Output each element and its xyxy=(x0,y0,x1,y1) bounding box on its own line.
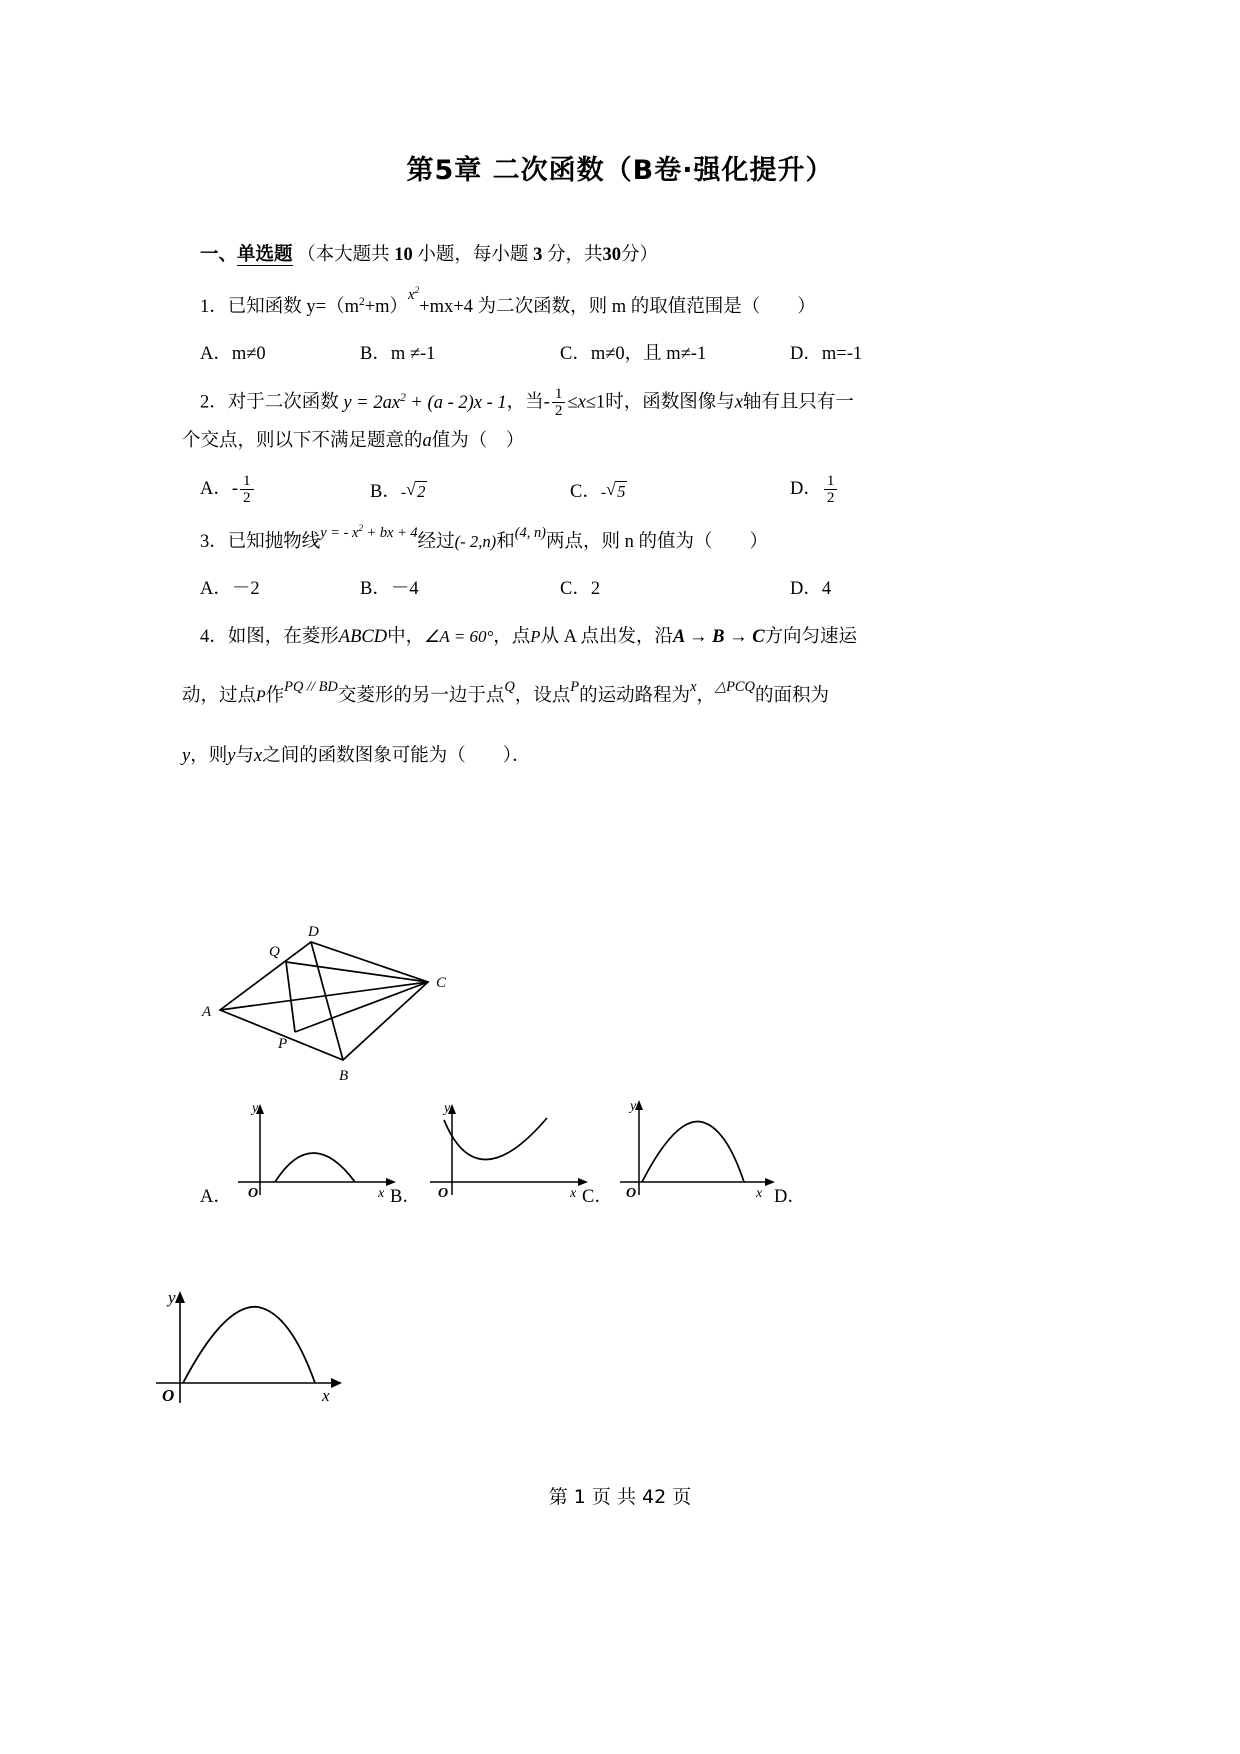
q3-option-d-label: D． xyxy=(790,579,822,599)
graph-d-y-axis: y xyxy=(168,1288,176,1307)
q4-l1b: 中， xyxy=(387,627,425,647)
q4-point-p: P xyxy=(530,627,541,646)
q2-text-2: ，当 xyxy=(506,393,544,414)
q4-l1c: ，点 xyxy=(493,627,531,647)
q2-number: 2． xyxy=(200,393,228,414)
q3-option-d-text: 4 xyxy=(821,579,832,599)
page-footer: 第 1 页 共 42 页 xyxy=(548,1486,692,1508)
section-description: （本大题共 10 小题，每小题 3 分，共30分） xyxy=(292,245,658,265)
q3-option-a-text: －2 xyxy=(231,579,260,599)
q1-text-after: +mx+4 为二次函数，则 m 的取值范围是（ ） xyxy=(419,297,816,317)
q4-l3-x: x xyxy=(253,745,263,766)
graph-c-x-axis: x xyxy=(756,1186,763,1201)
q4-l2a: 动，过点 xyxy=(182,686,257,707)
q2-option-d[interactable] xyxy=(790,471,839,507)
q1-option-c-text: m≠0，且 m≠-1 xyxy=(590,344,707,365)
q4-l1d: 从 A 点出发，沿 xyxy=(540,627,674,647)
question-1-options xyxy=(200,339,1050,365)
q4-pq-bd: PQ // BD xyxy=(284,679,338,696)
q4-l2d: ，设点 xyxy=(514,686,571,707)
q3-option-c-label: C． xyxy=(560,579,591,599)
q3-option-c[interactable] xyxy=(560,574,790,600)
q1-text-mid: +m） xyxy=(364,297,409,317)
graph-options-row xyxy=(200,1100,1000,1215)
q4-l2-point-p2: P xyxy=(570,679,580,696)
q4-l3a: ，则 xyxy=(190,745,228,766)
question-4-stem-line3 xyxy=(182,741,1050,772)
q3-number: 3． xyxy=(200,531,228,552)
q4-l1a: 如图，在菱形 xyxy=(227,627,339,647)
q2-range-num: 1 xyxy=(554,385,563,403)
q2-rel1: ≤ xyxy=(567,393,578,414)
graph-a-y-axis: y xyxy=(252,1101,259,1116)
q2-option-b-label: B． xyxy=(370,482,401,503)
q2-option-a-fraction xyxy=(240,473,254,506)
q4-l2e: 的运动路程为 xyxy=(579,686,691,707)
q4-point-q: Q xyxy=(504,679,515,696)
q1-option-d-label: D． xyxy=(790,344,822,365)
q4-l1e: 方向匀速运 xyxy=(764,627,858,647)
q1-option-c[interactable] xyxy=(560,339,790,365)
q3-formula: y = - $x^2$ + bx + 4 xyxy=(320,522,418,541)
q1-text-before: 已知函数 y=（m xyxy=(227,297,359,317)
q1-option-a-label: A． xyxy=(200,344,232,365)
q3-option-a-label: A． xyxy=(200,579,232,599)
q3-text-3: 和 xyxy=(496,531,515,552)
question-2-stem-line2 xyxy=(182,426,1050,457)
question-4-stem-line2 xyxy=(182,681,1050,712)
q1-option-d-text: m=-1 xyxy=(821,344,863,365)
question-2-options xyxy=(200,471,1050,507)
graph-c-y-axis: y xyxy=(630,1100,637,1114)
q2-text-1: 对于二次函数 xyxy=(227,393,339,414)
graph-option-d-label[interactable]: D． xyxy=(774,1187,806,1207)
q2-range-den: 2 xyxy=(552,402,566,419)
q2-option-a-label: A． xyxy=(200,479,232,500)
q4-l2-point-p: P xyxy=(256,688,266,706)
rhombus-diagram xyxy=(198,920,498,1085)
q3-option-a[interactable] xyxy=(200,574,360,600)
section-heading-label: 单选题 xyxy=(237,245,293,265)
graph-d-x-axis: x xyxy=(322,1386,330,1405)
label-B: B xyxy=(339,1068,349,1084)
q2-range-sign: - xyxy=(543,393,550,414)
graph-b-origin: O xyxy=(438,1186,449,1201)
page-title: 第5章 二次函数（B卷·强化提升） xyxy=(406,155,834,186)
graph-option-d-figure[interactable] xyxy=(150,1285,370,1405)
graph-option-b[interactable] xyxy=(422,1100,597,1205)
q2-option-b-sqrt xyxy=(406,481,427,502)
q3-option-b-label: B． xyxy=(360,579,391,599)
q1-option-b-label: B． xyxy=(360,344,391,365)
graph-d-origin: O xyxy=(162,1386,175,1405)
q1-sup: 2 xyxy=(358,295,365,308)
q1-option-c-label: C． xyxy=(560,344,591,365)
q2a-den: 2 xyxy=(240,489,254,506)
q2-option-b-sign: - xyxy=(400,484,407,502)
q2-range-fraction xyxy=(552,386,566,419)
q4-number: 4． xyxy=(200,627,228,647)
q4-angle: ∠A = 60° xyxy=(424,627,494,646)
q4-triangle-pcq: △PCQ xyxy=(715,679,755,696)
graph-option-a-label[interactable]: A． xyxy=(200,1187,232,1207)
q2-line2-b: 值为（ ） xyxy=(431,431,525,452)
q2-option-b[interactable] xyxy=(370,477,570,503)
q4-l2g: 的面积为 xyxy=(754,686,829,707)
q4-var-x: x xyxy=(690,679,697,696)
question-2-stem xyxy=(200,387,1050,420)
q2-option-c[interactable] xyxy=(570,477,790,503)
graph-option-c[interactable] xyxy=(614,1100,789,1205)
q3-point-1: (- 2,n) xyxy=(454,531,497,551)
q2-option-d-fraction xyxy=(824,473,838,506)
q3-text-1: 已知抛物线 xyxy=(227,531,321,552)
q2-option-a-sign: - xyxy=(231,479,239,500)
q4-abcd: ABCD xyxy=(338,627,388,647)
q2-option-c-sign: - xyxy=(600,484,607,502)
graph-b-x-axis: x xyxy=(570,1186,577,1201)
q3-text-4: 两点，则 n 的值为（ ） xyxy=(546,531,769,552)
graph-a-x-axis: x xyxy=(378,1186,385,1201)
question-3-stem xyxy=(200,522,1050,558)
q2-option-c-label: C． xyxy=(570,482,601,503)
q2-text-4: 轴有且只有一 xyxy=(742,393,854,414)
q4-l3c: 之间的函数图象可能为（ ）． xyxy=(262,745,531,766)
document-content xyxy=(182,240,1050,788)
q2-line2-var: a xyxy=(422,431,432,452)
q2-rel2: ≤1 xyxy=(585,393,606,414)
question-1-stem xyxy=(200,285,1050,323)
q4-l2b: 作 xyxy=(265,686,285,707)
q2-option-d-label: D． xyxy=(790,479,822,500)
graph-option-a[interactable] xyxy=(230,1100,405,1205)
q1-option-d[interactable] xyxy=(790,339,862,365)
q4-l3-y: y xyxy=(182,745,191,766)
q1-exponent: $x^2$ xyxy=(408,285,420,303)
q3-option-b[interactable] xyxy=(360,574,560,600)
q3-option-c-text: 2 xyxy=(590,579,601,599)
label-Q: Q xyxy=(269,944,280,960)
q4-l2c: 交菱形的另一边于点 xyxy=(337,686,505,707)
q1-number: 1． xyxy=(200,297,228,317)
label-P: P xyxy=(278,1036,288,1052)
section-heading xyxy=(200,240,1050,266)
q1-option-b-text: m ≠-1 xyxy=(390,344,436,365)
q1-option-a-text: m≠0 xyxy=(231,344,266,365)
q1-option-a[interactable] xyxy=(200,339,360,365)
q4-l3-y2: y xyxy=(227,745,236,766)
q2d-den: 2 xyxy=(824,489,838,506)
graph-option-b-label[interactable]: B． xyxy=(390,1187,421,1207)
q2-range-var: x xyxy=(577,393,586,414)
q2-line2-a: 个交点，则以下不满足题意的 xyxy=(182,431,423,452)
q2-text-3: 时，函数图像与 xyxy=(605,393,735,414)
q1-option-b[interactable] xyxy=(360,339,560,365)
q4-l3b: 与 xyxy=(235,745,254,766)
q2c-rad: 5 xyxy=(617,482,626,502)
q2-option-c-sqrt xyxy=(606,481,627,502)
graph-b-y-axis: y xyxy=(444,1101,451,1116)
q3-option-b-text: －4 xyxy=(390,579,419,599)
q2-formula: $y = 2ax^2 + (a - 2)x - 1$ xyxy=(343,391,507,414)
graph-option-c-label[interactable]: C． xyxy=(582,1187,613,1207)
label-A: A xyxy=(202,1004,212,1020)
q4-l2f: ， xyxy=(696,686,716,707)
question-4-stem-line1 xyxy=(200,622,1050,653)
q3-option-d[interactable] xyxy=(790,574,831,600)
q2a-num: 1 xyxy=(243,471,251,489)
q3-text-2: 经过 xyxy=(417,531,455,552)
graph-a-origin: O xyxy=(248,1186,259,1201)
graph-c-origin: O xyxy=(626,1186,637,1201)
label-D: D xyxy=(308,924,319,940)
label-C: C xyxy=(436,975,447,991)
section-index: 一、 xyxy=(200,245,238,265)
q2d-num: 1 xyxy=(826,471,835,489)
q3-point-2: (4, n) xyxy=(514,524,546,541)
q2-axis-var: x xyxy=(734,393,743,414)
question-3-options xyxy=(200,574,1050,600)
q2-option-a[interactable] xyxy=(200,471,370,507)
q2b-rad: 2 xyxy=(417,482,426,502)
q4-path: A → B → C xyxy=(673,627,765,647)
